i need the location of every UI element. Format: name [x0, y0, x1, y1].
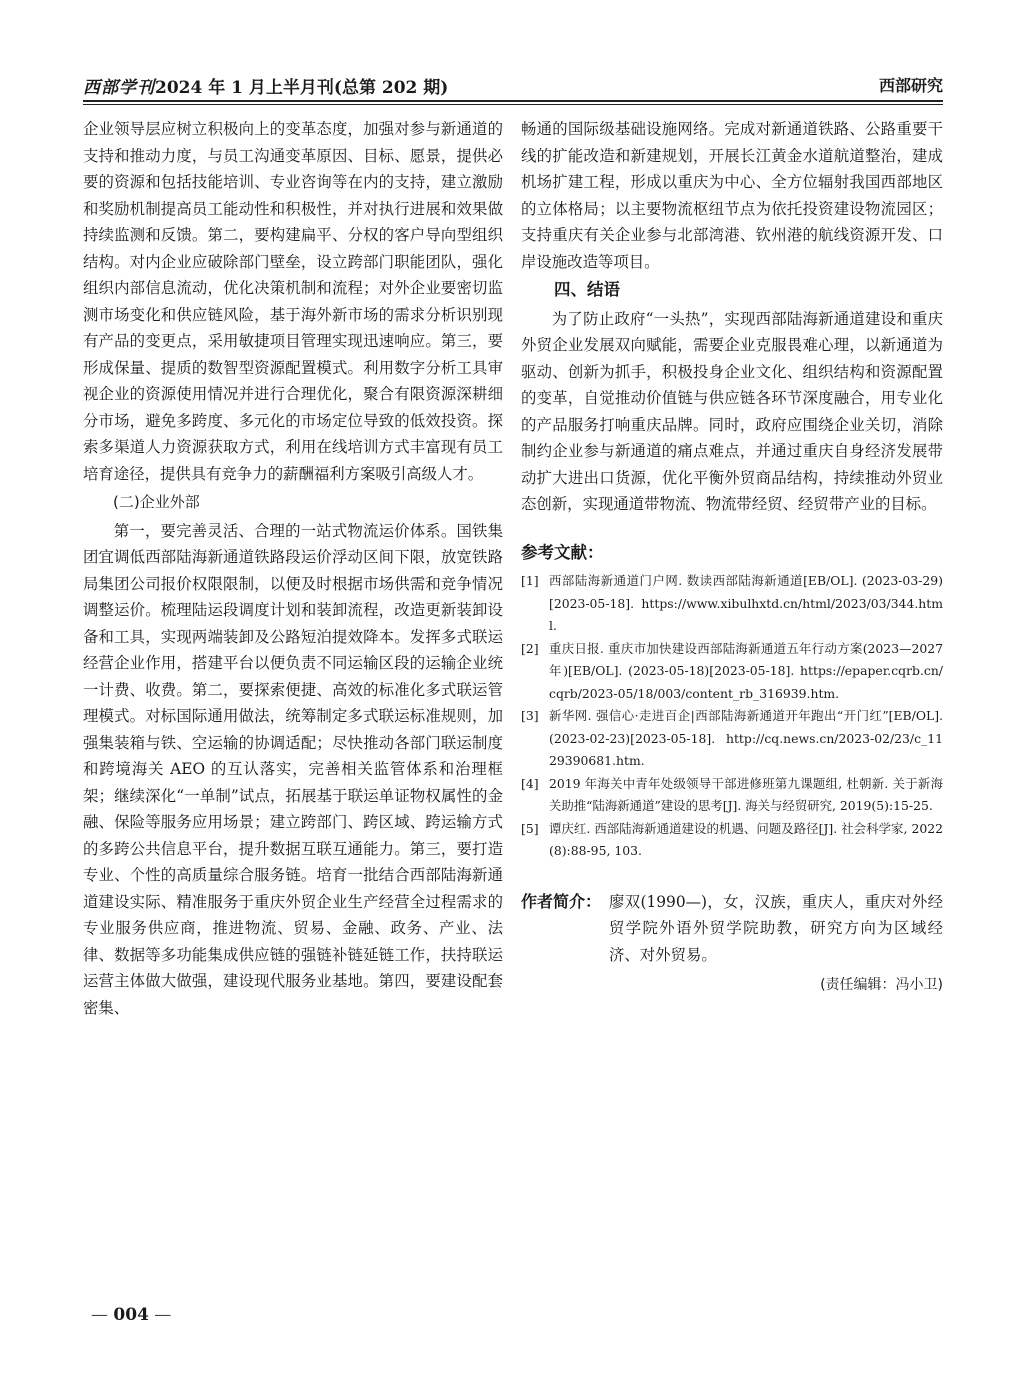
header-rule: [83, 100, 943, 102]
subsection-heading: (二)企业外部: [113, 493, 200, 511]
reference-item: [521, 773, 943, 818]
editor-note: (责任编辑：冯小卫): [820, 977, 943, 993]
author-text: 廖双(1990—)，女，汉族，重庆人，重庆对外经贸学院外语外贸学院助教，研究方向为区域经济、对外贸易。: [609, 892, 943, 964]
paragraph: 为了防止政府“一头热”，实现西部陆海新通道建设和重庆外贸企业发展双向赋能，需要企业克服畏难心理，以新通道为驱动、创新为抓手，积极投身企业文化、组织结构和资源配置的变革，自觉推动价值链与供应链各环节深度融合，用专业化的产品服务打响重庆品牌。同时，政府应围绕企业关切，消除制约企业参与新通道的痛点难点，并通过重庆自身经济发展带动扩大进出口货源，优化平衡外贸商品结构，持续推动外贸业态创新，实现通道带物流、物流带经贸、经贸带产业的目标。: [521, 309, 943, 513]
page-number: — 004 —: [91, 1305, 172, 1325]
issue-info: 2024 年 1 月上半月刊(总第 202 期): [155, 78, 449, 98]
left-column: [83, 116, 503, 1021]
page-number-value: 004: [113, 1305, 149, 1325]
author-label: 作者简介：: [521, 891, 602, 911]
section-name: 西部研究: [878, 76, 943, 95]
reference-item: [521, 818, 943, 863]
section-heading: 四、结语: [554, 280, 620, 299]
reference-item: [521, 570, 943, 638]
reference-number: [2]: [521, 640, 539, 656]
reference-number: [1]: [521, 573, 539, 588]
author-bio: [521, 889, 943, 969]
references-list: [521, 570, 943, 863]
reference-number: [5]: [521, 820, 539, 836]
paragraph: 畅通的国际级基础设施网络。完成对新通道铁路、公路重要干线的扩能改造和新建规划，开展长江黄金水道航道整治，建成机场扩建工程，形成以重庆为中心、全方位辐射我国西部地区的立体格局；以主要物流枢纽节点为依托投资建设物流园区；支持重庆有关企业参与北部湾港、钦州港的航线资源开发、口岸设施改造等项目。: [521, 120, 943, 271]
header-left: [83, 73, 448, 98]
reference-text: 谭庆红. 西部陆海新通道建设的机遇、问题及路径[J]. 社会科学家, 2022(8):88-95, 103.: [549, 820, 943, 858]
paragraph: 第一，要完善灵活、合理的一站式物流运价体系。国铁集团宜调低西部陆海新通道铁路段运价浮动区间下限，放宽铁路局集团公司报价权限限制，以便及时根据市场供需和竞争情况调整运价。梳理陆运段调度计划和装卸流程，改造更新装卸设备和工具，实现两端装卸及公路短泊提效降本。发挥多式联运经营企业作用，搭建平台以便负责不同运输区段的运输企业统一计费、收费。第二，要探索便捷、高效的标准化多式联运管理模式。对标国际通用做法，统筹制定多式联运标准规则，加强集装箱与铁、空运输的协调适配；尽快推动各部门联运制度和跨境海关 AEO 的互认落实，完善相关监管体系和治理框架；继续深化“一单制”试点，拓展基于联运单证物权属性的金融、保险等服务应用场景；建立跨部门、跨区域、跨运输方式的多跨公共信息平台，提升数据互联互通能力。第三，要打造专业、个性的高质量综合服务链。培育一批结合西部陆海新通道建设实际、精准服务于重庆外贸企业生产经营全过程需求的专业服务供应商，推进物流、贸易、金融、政务、产业、法律、数据等多功能集成供应链的强链补链延链工作，扶持联运运营主体做大做强，建设现代服务业基地。第四，要建设配套密集、: [83, 521, 503, 1017]
reference-text: 重庆日报. 重庆市加快建设西部陆海新通道五年行动方案(2023—2027 年)[EB/OL]. (2023-05-18)[2023-05-18]. https://epaper.cqrb.cn/cqrb/2023-05/18/003/content_rb_316939.htm.: [549, 640, 943, 701]
reference-number: [4]: [521, 775, 539, 791]
reference-text: 西部陆海新通道门户网. 数读西部陆海新通道[EB/OL]. (2023-03-29)[2023-05-18]. https://www.xibulhxtd.cn/html/2023/03/344.html.: [549, 573, 943, 633]
reference-text: 2019 年海关中青年处级领导干部进修班第九课题组, 杜朝新. 关于新海关助推“陆海新通道”建设的思考[J]. 海关与经贸研究, 2019(5):15-25.: [549, 775, 943, 813]
reference-item: [521, 705, 943, 773]
reference-item: [521, 638, 943, 706]
reference-text: 新华网. 强信心·走进百企|西部陆海新通道开年跑出“开门红”[EB/OL]. (2023-02-23)[2023-05-18]. http://cq.news.cn/2023-02/23/c_1129390681.htm.: [549, 708, 943, 768]
journal-name: 西部学刊: [83, 78, 155, 98]
right-column: [521, 116, 943, 999]
reference-number: [3]: [521, 708, 539, 723]
references-heading: 参考文献：: [521, 542, 604, 562]
running-header: [83, 73, 943, 99]
header-rule-thin: [83, 104, 943, 105]
paragraph: 企业领导层应树立积极向上的变革态度，加强对参与新通道的支持和推动力度，与员工沟通变革原因、目标、愿景，提供必要的资源和包括技能培训、专业咨询等在内的支持，建立激励和奖励机制提高员工能动性和积极性，并对执行进展和效果做持续监测和反馈。第二，要构建扁平、分权的客户导向型组织结构。对内企业应破除部门壁垒，设立跨部门职能团队，强化组织内部信息流动，优化决策机制和流程；对外企业要密切监测市场变化和供应链风险，基于海外新市场的需求分析识别现有产品的变更点，采用敏捷项目管理实现迅速响应。第三，要形成保量、提质的数智型资源配置模式。利用数字分析工具审视企业的资源使用情况并进行合理优化，聚合有限资源深耕细分市场，避免多跨度、多元化的市场定位导致的低效投资。探索多渠道人力资源获取方式，利用在线培训方式丰富现有员工培育途径，提供具有竞争力的薪酬福利方案吸引高级人才。: [83, 120, 503, 483]
